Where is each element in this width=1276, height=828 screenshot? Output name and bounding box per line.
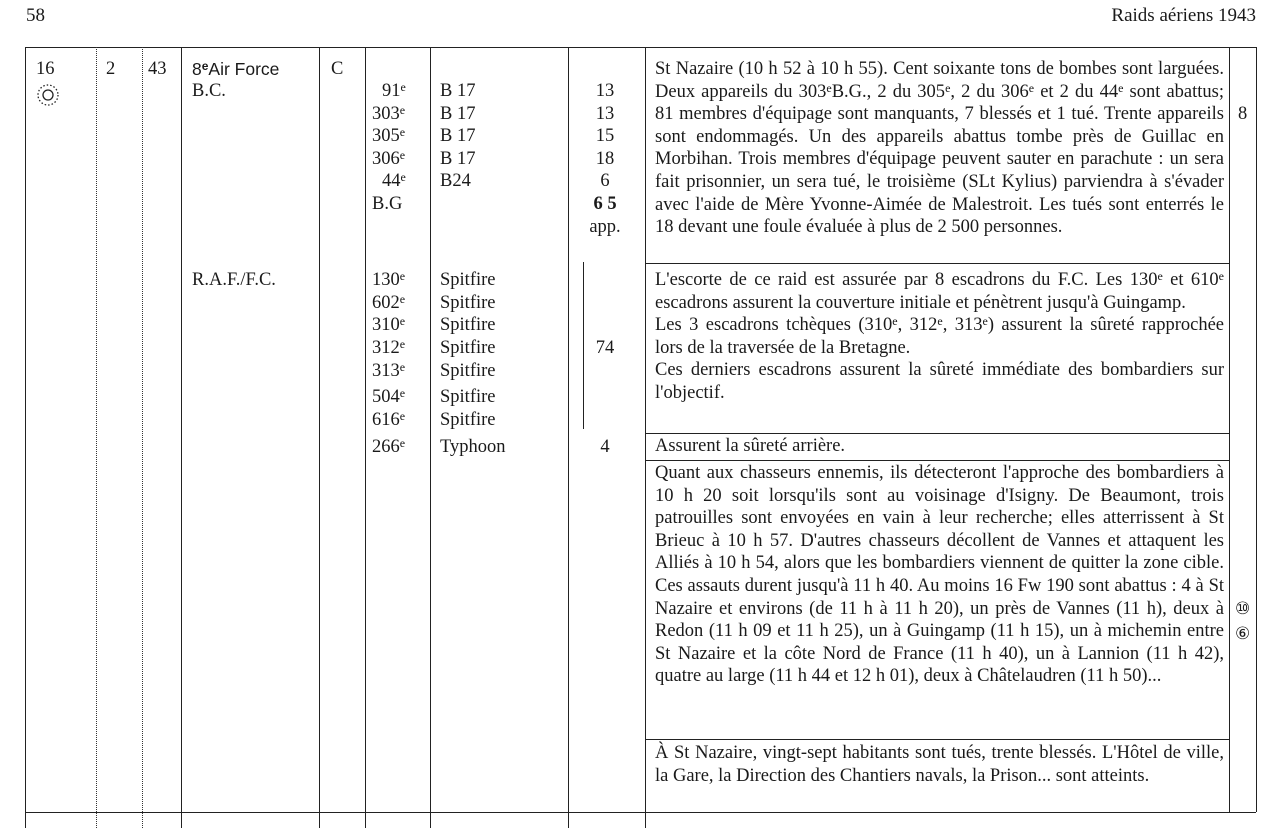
unit-number-suffix: e	[399, 386, 406, 400]
aircraft-type: Spitfire	[440, 315, 496, 335]
unit-number-suffix: e	[399, 292, 406, 306]
day: 16	[36, 59, 55, 79]
unit-number-suffix: e	[399, 148, 406, 162]
unit-number-cell	[372, 409, 405, 432]
unit-number: 306	[372, 149, 400, 169]
table-right-border	[1256, 47, 1257, 812]
unit-number: 303	[372, 104, 400, 124]
column-divider-text	[1229, 47, 1230, 812]
column-divider-type	[568, 47, 569, 828]
table-left-border	[25, 47, 26, 828]
column-divider-category	[365, 47, 366, 828]
unit-number-cell	[372, 337, 405, 360]
paragraph-st-nazaire: St Nazaire (10 h 52 à 10 h 55). Cent soixante tons de bombes sont larguées. Deux appareils du 303eB.G., 2 du 305e, 2 du 306e et 2 du 44e sont abattus; 81 membres d'équipage sont manquants, 7 blessés et 1 tué. Trente appareils sont endommagés. Un des appareils abattus tombe près de Guillac en Morbihan. Trois membres d'équipage peuvent sauter en parachute : un sera fait prisonnier, un sera tué, le troisième (SLt Kylius) parviendra à s'évader avec l'aide de Mère Yvonne-Aimée de Malestroit. Les tués sont enterrés le 18 devant une foule évaluée à plus de 2 500 personnes.	[655, 59, 1224, 238]
row-divider	[645, 739, 1229, 740]
column-divider-unit	[430, 47, 431, 828]
aircraft-count: 18	[595, 149, 615, 169]
month: 2	[106, 59, 116, 79]
unit-number: 44	[382, 171, 401, 191]
row-divider	[645, 460, 1229, 461]
unit-number: 310	[372, 315, 400, 335]
aircraft-count: 6 5	[593, 194, 617, 214]
unit-number-cell	[372, 125, 405, 148]
unit-number-suffix: e	[400, 170, 406, 184]
column-divider-month	[142, 47, 143, 828]
category: C	[331, 59, 344, 79]
aircraft-type: Spitfire	[440, 361, 496, 381]
unit-number-cell	[372, 386, 405, 409]
unit-number-suffix: e	[399, 409, 406, 423]
row-divider	[645, 263, 1229, 264]
aircraft-type: B 17	[440, 126, 476, 146]
column-divider-force	[319, 47, 320, 828]
unit-number: 91	[382, 81, 401, 101]
unit-number-suffix: e	[399, 269, 406, 283]
force-bomber-command: B.C.	[192, 81, 226, 101]
unit-number: 305	[372, 126, 400, 146]
unit-number-suffix: e	[399, 314, 406, 328]
circled-ref-6: ⑥	[1235, 624, 1251, 644]
unit-number-cell	[372, 170, 406, 193]
running-title: Raids aériens 1943	[1111, 5, 1256, 26]
unit-number-cell	[372, 269, 405, 292]
unit-number: 130	[372, 270, 400, 290]
unit-number-suffix: e	[399, 103, 406, 117]
aircraft-count: 74	[595, 338, 615, 358]
aircraft-type: Spitfire	[440, 410, 496, 430]
year: 43	[148, 59, 167, 79]
column-divider-day	[96, 47, 97, 828]
aircraft-type: Spitfire	[440, 387, 496, 407]
unit-number: 616	[372, 410, 400, 430]
aircraft-type: Spitfire	[440, 293, 496, 313]
unit-number: 313	[372, 361, 400, 381]
aircraft-count: 6	[600, 171, 610, 191]
column-divider-year	[181, 47, 182, 828]
aircraft-type: B24	[440, 171, 471, 191]
aircraft-type: B 17	[440, 104, 476, 124]
unit-number-suffix: e	[399, 125, 406, 139]
unit-number: 602	[372, 293, 400, 313]
aircraft-count: 13	[595, 81, 615, 101]
unit-number-suffix: e	[399, 337, 406, 351]
aircraft-type: B 17	[440, 149, 476, 169]
unit-number-cell	[372, 314, 405, 337]
column-divider-count	[645, 47, 646, 828]
unit-number: 312	[372, 338, 400, 358]
unit-number-cell	[372, 292, 405, 315]
unit-number-cell	[372, 436, 405, 459]
note-ref: 8	[1238, 104, 1248, 124]
aircraft-type: Spitfire	[440, 338, 496, 358]
circled-ref-10: ⑩	[1235, 599, 1251, 619]
aircraft-count: 15	[595, 126, 615, 146]
unit-number-suffix: e	[399, 360, 406, 374]
row-divider	[645, 433, 1229, 434]
force-raf-fc: R.A.F./F.C.	[192, 270, 276, 290]
paragraph-enemy-fighters: Quant aux chasseurs ennemis, ils détecteront l'approche des bombardiers à 10 h 20 soit lorsqu'ils sont au voisinage d'Isigny. De Beaumont, trois patrouilles sont envoyées en vain à leur recherche; elles atterrissent à St Brieuc à 10 h 57. D'autres chasseurs décollent de Vannes et attaquent les Alliés à 10 h 54, alors que les bombardiers viennent de quitter la zone cible. Ces assauts durent jusqu'à 11 h 40. Au moins 16 Fw 190 sont abattus : 4 à St Nazaire et environs (de 11 h à 11 h 20), un près de Vannes (11 h), deux à Redon (11 h 09 et 11 h 25), un à Guingamp (11 h 15), un à michemin entre St Nazaire et la côte Nord de France (11 h 40), un à Lannion (11 h 42), quatre au large (11 h 44 et 12 h 01), deux à Châtelaudren (11 h 50)...	[655, 463, 1224, 687]
unit-number-suffix: e	[399, 436, 406, 450]
unit-number-cell	[372, 148, 405, 171]
unit-number-cell	[372, 193, 402, 216]
aircraft-count: app.	[589, 217, 621, 237]
aircraft-type: Typhoon	[440, 437, 506, 457]
unit-number-suffix: e	[400, 80, 406, 94]
unit-number-cell	[372, 360, 405, 383]
unit-number-cell	[372, 103, 405, 126]
paragraph-immediate-escort: Ces derniers escadrons assurent la sûreté immédiate des bombardiers sur l'objectif.	[655, 360, 1224, 403]
table-bottom-rule	[25, 812, 1256, 813]
paragraph-rear-escort: Assurent la sûreté arrière.	[655, 436, 846, 456]
paragraph-escort: L'escorte de ce raid est assurée par 8 escadrons du F.C. Les 130e et 610e escadrons assurent la couverture initiale et pénètrent jusqu'à Guingamp. Les 3 escadrons tchèques (310e, 312e, 313e) assurent la sûreté rapprochée lors de la traversée de la Bretagne. Ces derniers escadrons assurent la sûreté immédiate des bombardiers sur l'objectif.	[655, 269, 1225, 403]
aircraft-type: B 17	[440, 81, 476, 101]
unit-number: B.G	[372, 194, 403, 214]
force-8th-air-force: 8eAir Force	[192, 59, 280, 79]
sun-icon	[35, 82, 61, 108]
unit-number: 504	[372, 387, 400, 407]
unit-number-cell	[372, 80, 406, 103]
unit-number: 266	[372, 437, 400, 457]
page-number: 58	[26, 5, 45, 26]
aircraft-count: 13	[595, 104, 615, 124]
aircraft-count: 4	[600, 437, 610, 457]
aircraft-type: Spitfire	[440, 270, 496, 290]
paragraph-civilian-casualties: À St Nazaire, vingt-sept habitants sont tués, trente blessés. L'Hôtel de ville, la Gare, la Direction des Chantiers navals, la Prison... sont atteints.	[655, 743, 1224, 786]
table-top-rule	[25, 47, 1256, 48]
